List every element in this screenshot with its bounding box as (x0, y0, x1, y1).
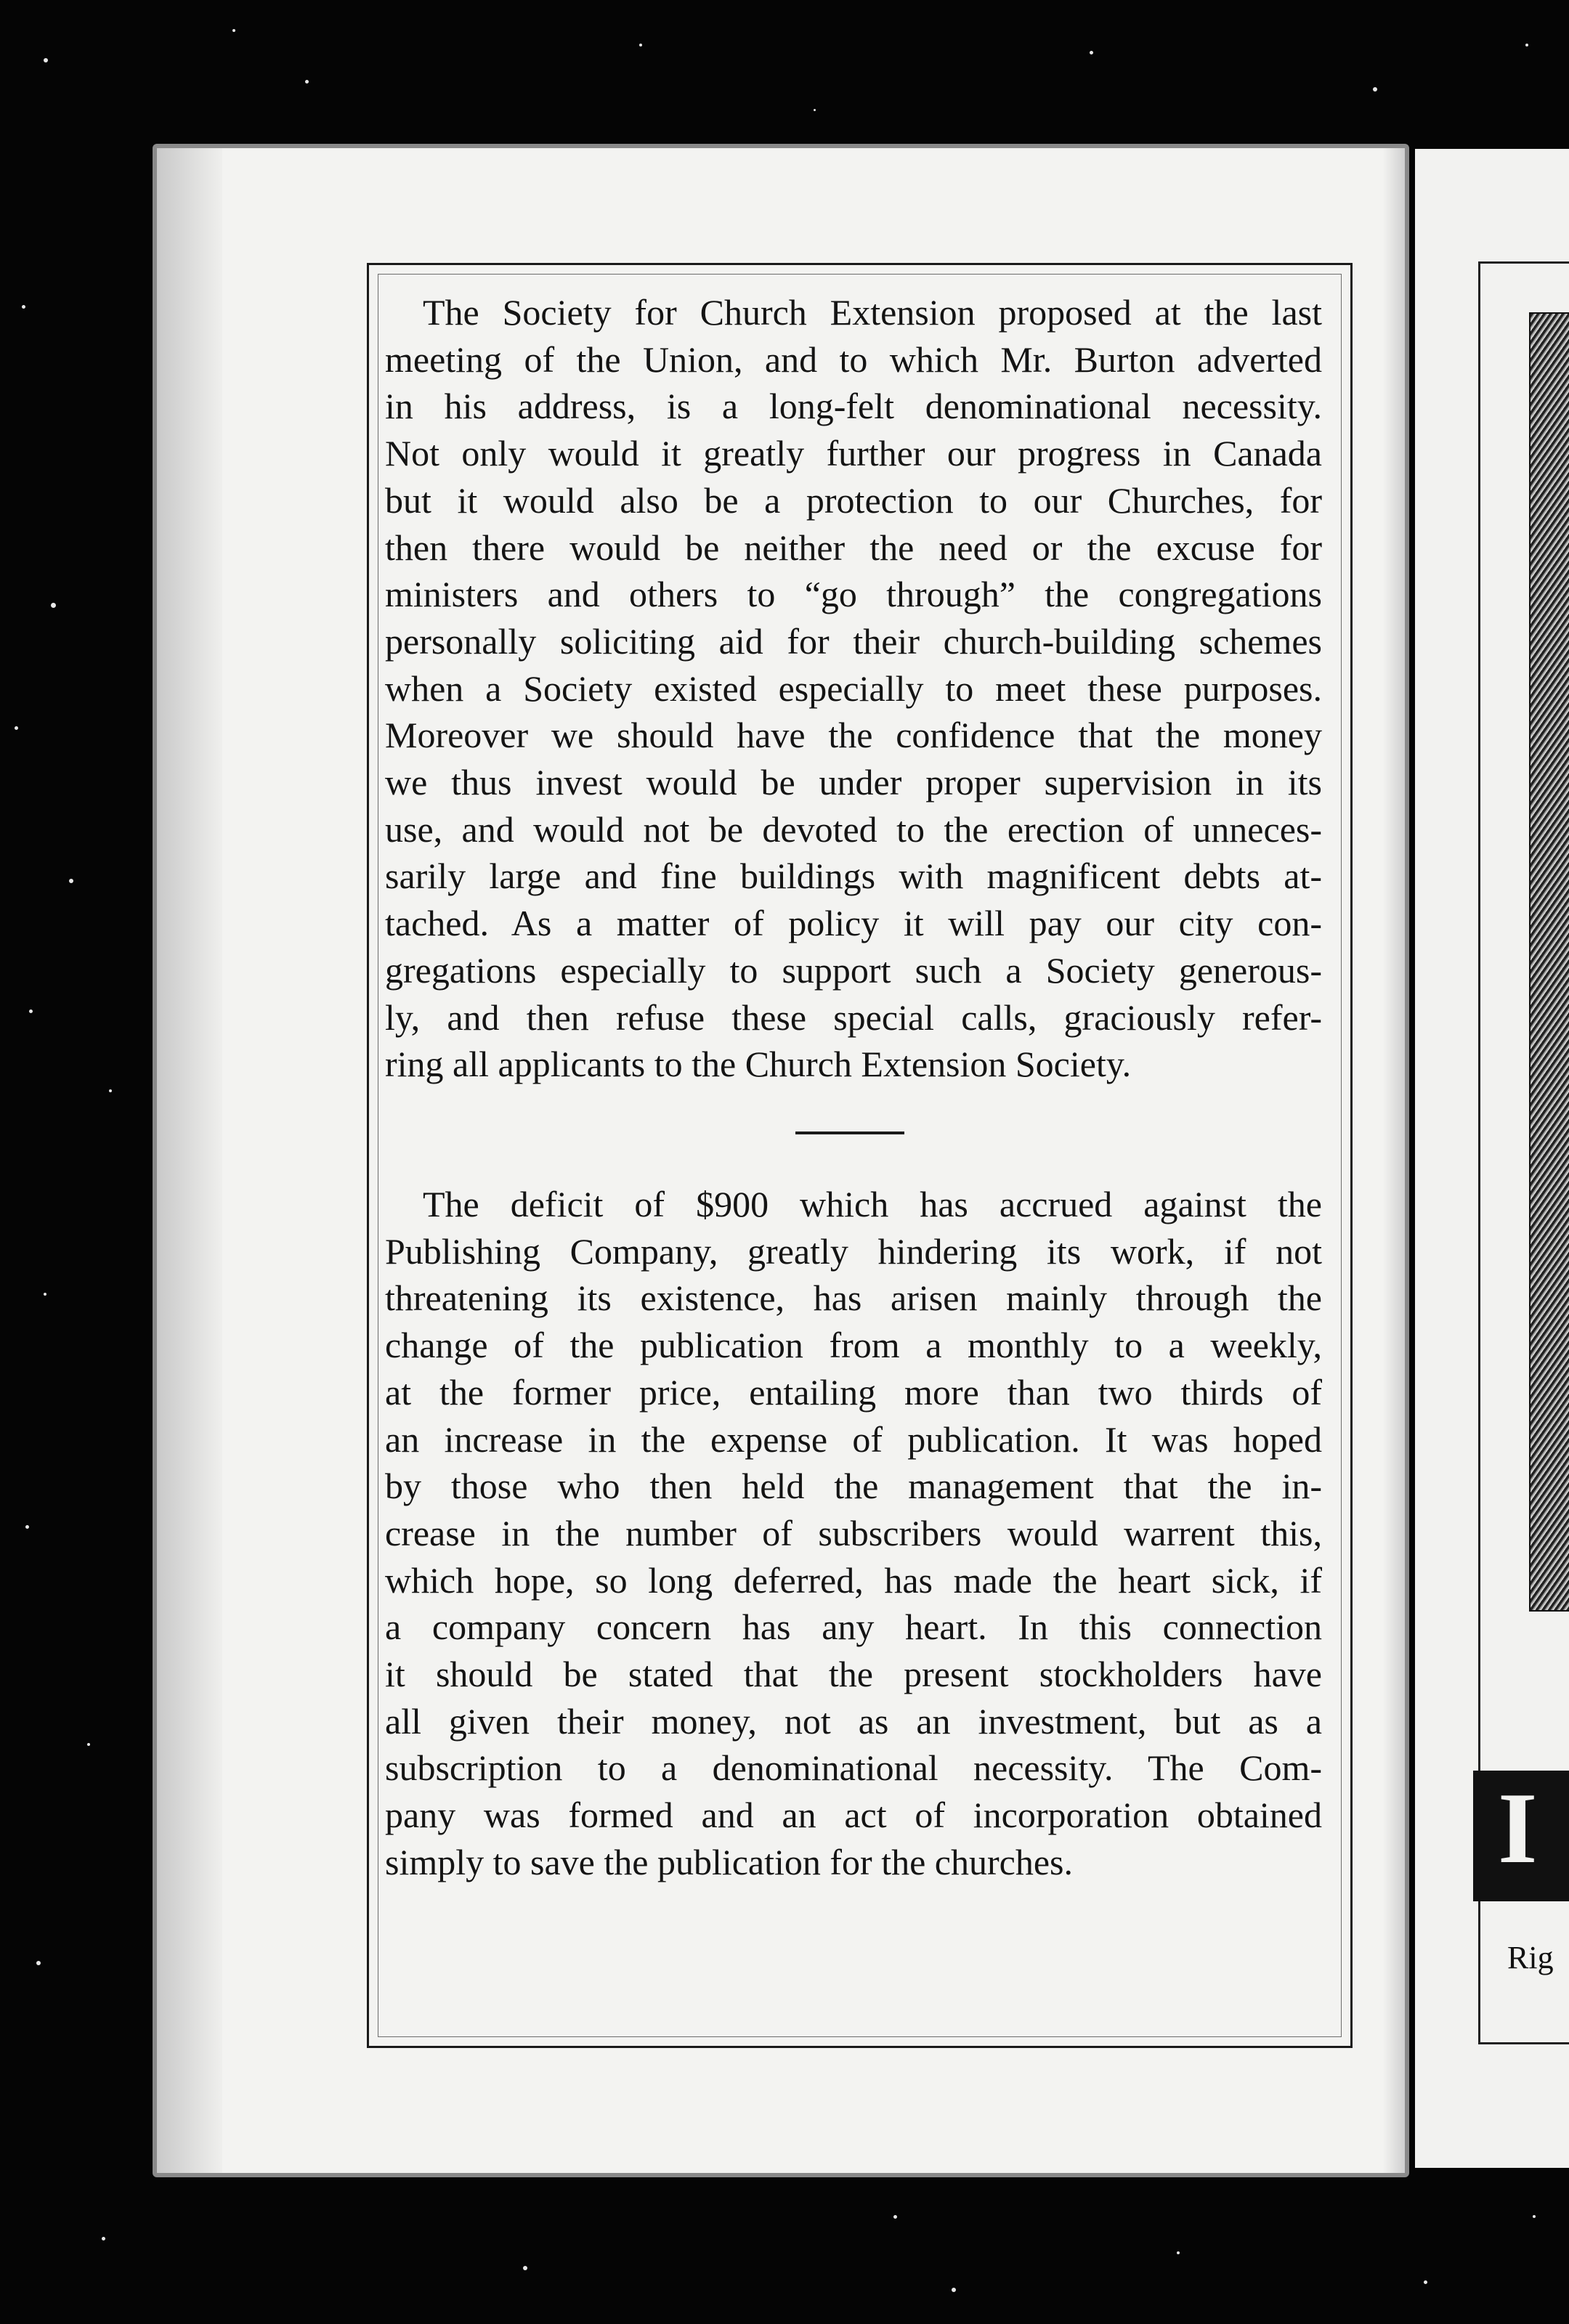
text-line: pany was formed and an act of incorporation obtained (385, 1795, 1322, 1836)
text-line: simply to save the publication for the churches. (385, 1841, 1073, 1882)
text-line: then there would be neither the need or the excuse for (385, 527, 1322, 568)
text-line: use, and would not be devoted to the erection of unneces- (385, 808, 1322, 850)
paragraph-church-extension (385, 289, 1322, 1088)
dust-speck (69, 879, 73, 883)
dust-speck (51, 603, 56, 608)
text-line: all given their money, not as an investment, but as a (385, 1700, 1322, 1742)
text-line: The Society for Church Extension proposed at the last (423, 292, 1322, 333)
dust-speck (305, 80, 309, 84)
dust-speck (814, 109, 816, 111)
dust-speck (523, 2266, 527, 2270)
text-line: sarily large and fine buildings with magnificent debts at- (385, 856, 1322, 897)
dust-speck (1373, 87, 1377, 92)
dust-speck (25, 1525, 29, 1529)
page-gutter-shade (1383, 148, 1405, 2173)
dust-speck (102, 2237, 105, 2240)
dust-speck (36, 1961, 41, 1965)
dust-speck (109, 1089, 112, 1092)
text-line: threatening its existence, has arisen mainly through the (385, 1277, 1322, 1319)
text-line: tached. As a matter of policy it will pay our city con- (385, 903, 1322, 944)
dust-speck (639, 44, 642, 46)
dust-speck (87, 1743, 90, 1746)
dust-speck (1177, 2251, 1180, 2254)
text-line: Publishing Company, greatly hindering its work, if not (385, 1230, 1322, 1272)
text-line: at the former price, entailing more than two thirds of (385, 1371, 1322, 1413)
text-line: ministers and others to “go through” the congregations (385, 574, 1322, 615)
decorative-initial-letter: I (1498, 1772, 1538, 1885)
paragraph-publishing-deficit (385, 1181, 1322, 1886)
text-line: crease in the number of subscribers would warrent this, (385, 1512, 1322, 1553)
text-line: which hope, so long deferred, has made the heart sick, if (385, 1559, 1322, 1601)
engraving-illustration (1529, 312, 1569, 1612)
dust-speck (1525, 44, 1528, 46)
dust-speck (1533, 2215, 1536, 2218)
text-line: meeting of the Union, and to which Mr. Burton adverted (385, 338, 1322, 380)
text-line: personally soliciting aid for their church-building schemes (385, 620, 1322, 662)
text-line: The deficit of $900 which has accrued against the (423, 1184, 1322, 1224)
dust-speck (44, 1293, 46, 1296)
dust-speck (29, 1009, 33, 1013)
text-line: when a Society existed especially to meet these purposes. (385, 667, 1322, 709)
text-line: an increase in the expense of publication. It was hoped (385, 1418, 1322, 1460)
dust-speck (893, 2215, 897, 2219)
dust-speck (1424, 2280, 1427, 2284)
dust-speck (952, 2288, 956, 2292)
text-line: but it would also be a protection to our Churches, for (385, 479, 1322, 521)
text-line: in his address, is a long-felt denominational necessity. (385, 386, 1322, 427)
text-line: ring all applicants to the Church Extension Society. (385, 1044, 1132, 1085)
text-line: it should be stated that the present stockholders have (385, 1654, 1322, 1695)
text-line: by those who then held the management that the in- (385, 1466, 1322, 1507)
text-line: Moreover we should have the confidence that the money (385, 715, 1322, 756)
text-line: we thus invest would be under proper supervision in its (385, 762, 1322, 803)
text-line: gregations especially to support such a Society generous- (385, 949, 1322, 991)
dust-speck (22, 305, 25, 309)
page-spine-shade (157, 148, 222, 2173)
text-line: ly, and then refuse these special calls, graciously refer- (385, 996, 1322, 1038)
dust-speck (44, 58, 48, 62)
section-separator-rule (795, 1131, 904, 1134)
text-line: a company concern has any heart. In this connection (385, 1606, 1322, 1648)
text-line: Not only would it greatly further our progress in Canada (385, 433, 1322, 474)
text-line: change of the publication from a monthly to a weekly, (385, 1325, 1322, 1366)
facing-page-text-fragment: Rig (1507, 1940, 1554, 1975)
text-line: subscription to a denominational necessity. The Com- (385, 1747, 1322, 1789)
dust-speck (1090, 51, 1093, 54)
dust-speck (232, 29, 235, 32)
dust-speck (15, 726, 18, 730)
